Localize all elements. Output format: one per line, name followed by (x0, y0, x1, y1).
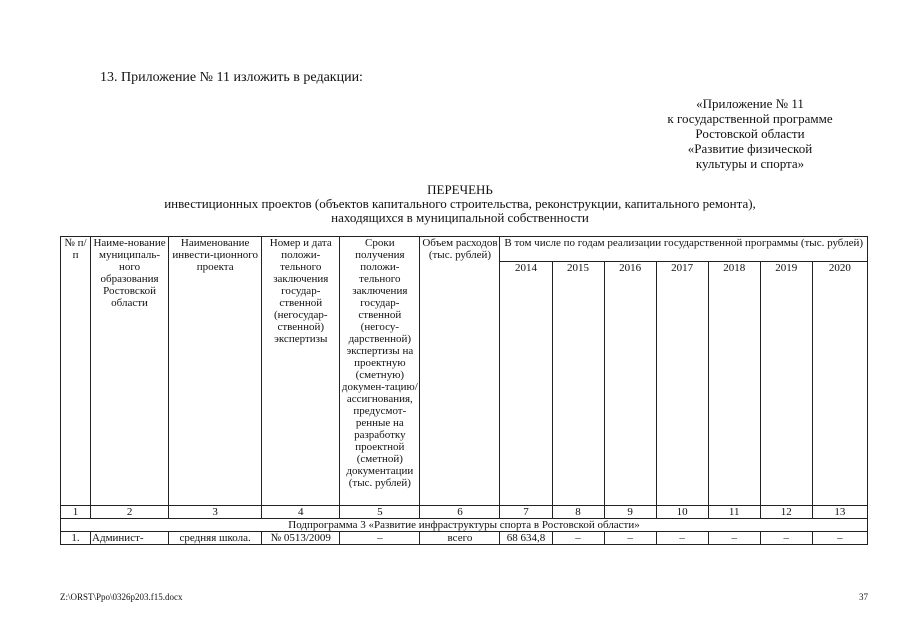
row-2016: – (604, 532, 656, 545)
column-number: 1 (61, 506, 91, 519)
column-number: 13 (812, 506, 867, 519)
row-2019: – (760, 532, 812, 545)
header-year: 2014 (500, 262, 552, 506)
header-year: 2020 (812, 262, 867, 506)
row-volume: всего (420, 532, 500, 545)
row-municipality: Админист- (91, 532, 169, 545)
appendix-line: Ростовской области (695, 126, 805, 141)
header-volume: Объем расходов (тыс. рублей) (420, 237, 500, 506)
investment-projects-table (60, 236, 868, 545)
header-year: 2015 (552, 262, 604, 506)
header-terms: Сроки получения положи-тельного заключения государ-ственной (негосу-дарственной) экспертизы на проектную (сметную) докумен-тацию/ ассигнования, предусмот-ренные на разработку проектной (сметной) документации (тыс. рублей) (340, 237, 420, 506)
column-number: 9 (604, 506, 656, 519)
title-line-2: находящихся в муниципальной собственности (331, 210, 589, 225)
row-2014: 68 634,8 (500, 532, 552, 545)
column-number: 4 (262, 506, 340, 519)
appendix-reference (640, 96, 860, 171)
appendix-line: «Приложение № 11 (696, 96, 804, 111)
header-years-group: В том числе по годам реализации государственной программы (тыс. рублей) (500, 237, 868, 262)
page-number: 37 (859, 592, 868, 602)
title-line-1: инвестиционных проектов (объектов капитального строительства, реконструкции, капитального ремонта), (164, 196, 756, 211)
header-municipality: Наиме-нование муниципаль-ного образования Ростовской области (91, 237, 169, 506)
appendix-line: «Развитие физической (687, 141, 813, 156)
column-number: 11 (708, 506, 760, 519)
header-expertise-number: Номер и дата положи-тельного заключения государ-ственной (негосудар-ственной) экспертизы (262, 237, 340, 506)
header-num: № п/п (61, 237, 91, 506)
appendix-line: культуры и спорта» (695, 156, 805, 171)
row-project: средняя школа. (169, 532, 262, 545)
document-title (60, 183, 860, 225)
row-terms: – (340, 532, 420, 545)
subprogram-row (61, 519, 868, 532)
intro-text: 13. Приложение № 11 изложить в редакции: (100, 70, 363, 85)
appendix-line: к государственной программе (667, 111, 833, 126)
column-number: 6 (420, 506, 500, 519)
row-2015: – (552, 532, 604, 545)
header-year: 2019 (760, 262, 812, 506)
column-number: 2 (91, 506, 169, 519)
table-row (61, 532, 868, 545)
column-number: 10 (656, 506, 708, 519)
column-number-row (61, 506, 868, 519)
column-number: 12 (760, 506, 812, 519)
header-year: 2016 (604, 262, 656, 506)
column-number: 7 (500, 506, 552, 519)
file-path: Z:\ORST\Ppo\0326p203.f15.docx (60, 592, 183, 602)
column-number: 8 (552, 506, 604, 519)
header-year: 2017 (656, 262, 708, 506)
row-2018: – (708, 532, 760, 545)
row-2017: – (656, 532, 708, 545)
header-row (61, 237, 868, 262)
column-number: 3 (169, 506, 262, 519)
header-year: 2018 (708, 262, 760, 506)
row-2020: – (812, 532, 867, 545)
header-project: Наименование инвести-ционного проекта (169, 237, 262, 506)
title-heading: ПЕРЕЧЕНЬ (427, 182, 493, 197)
row-num: 1. (61, 532, 91, 545)
row-expertise: № 0513/2009 (262, 532, 340, 545)
column-number: 5 (340, 506, 420, 519)
subprogram-title: Подпрограмма 3 «Развитие инфраструктуры спорта в Ростовской области» (61, 519, 868, 532)
